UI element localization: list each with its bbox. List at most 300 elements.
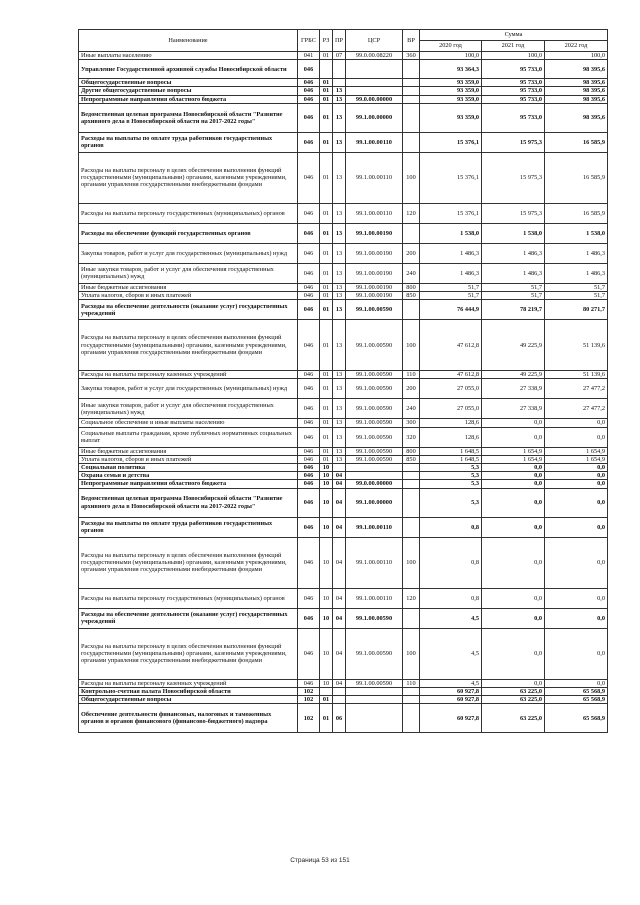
- table-row: [79, 79, 608, 87]
- table-row: [79, 464, 608, 472]
- cell-grbs: 046: [298, 588, 320, 608]
- cell-csr: 99.1.00.00590: [346, 427, 403, 447]
- cell-grbs: 046: [298, 263, 320, 283]
- cell-grbs: 046: [298, 103, 320, 132]
- cell-pr: 13: [333, 379, 346, 399]
- cell-pr: [333, 60, 346, 79]
- cell-name: Уплата налогов, сборов и иных платежей: [79, 292, 298, 300]
- cell-2022: 27 477,2: [545, 399, 608, 419]
- cell-pr: 13: [333, 223, 346, 243]
- cell-name: Другие общегосударственные вопросы: [79, 87, 298, 95]
- cell-2020: 5,3: [420, 472, 482, 480]
- cell-2022: 16 585,9: [545, 203, 608, 223]
- cell-rz: 01: [320, 52, 333, 60]
- cell-name: Расходы на выплаты по оплате труда работников государственных органов: [79, 517, 298, 537]
- cell-2022: 98 395,6: [545, 95, 608, 103]
- cell-pr: 13: [333, 263, 346, 283]
- cell-name: Уплата налогов, сборов и иных платежей: [79, 455, 298, 463]
- header-year-2022: 2022 год: [545, 41, 608, 52]
- table-row: [79, 696, 608, 704]
- cell-2020: 47 612,8: [420, 371, 482, 379]
- cell-name: Расходы на обеспечение деятельности (оказание услуг) государственных учреждений: [79, 608, 298, 628]
- cell-csr: 99.1.00.00190: [346, 283, 403, 291]
- cell-vr: 120: [403, 588, 420, 608]
- cell-csr: 99.1.00.00590: [346, 455, 403, 463]
- cell-2022: 1 654,9: [545, 455, 608, 463]
- table-row: [79, 628, 608, 679]
- table-row: [79, 379, 608, 399]
- cell-2020: 4,5: [420, 628, 482, 679]
- cell-csr: [346, 687, 403, 695]
- cell-csr: [346, 87, 403, 95]
- cell-2020: 1 486,3: [420, 243, 482, 263]
- cell-2020: 76 444,9: [420, 300, 482, 320]
- cell-rz: 01: [320, 455, 333, 463]
- cell-2021: 0,0: [482, 427, 545, 447]
- cell-2022: 0,0: [545, 488, 608, 517]
- cell-rz: 10: [320, 679, 333, 687]
- cell-2021: 95 733,0: [482, 60, 545, 79]
- cell-rz: 10: [320, 588, 333, 608]
- cell-vr: 850: [403, 292, 420, 300]
- cell-rz: 01: [320, 704, 333, 733]
- cell-csr: 99.1.00.00190: [346, 292, 403, 300]
- cell-rz: 10: [320, 488, 333, 517]
- table-row: [79, 427, 608, 447]
- cell-2020: 5,3: [420, 464, 482, 472]
- cell-rz: 01: [320, 87, 333, 95]
- table-row: [79, 263, 608, 283]
- cell-grbs: 046: [298, 283, 320, 291]
- cell-rz: 01: [320, 320, 333, 371]
- cell-2021: 0,0: [482, 588, 545, 608]
- cell-2022: 100,0: [545, 52, 608, 60]
- cell-2021: 1 538,0: [482, 223, 545, 243]
- cell-csr: 99.1.00.00190: [346, 263, 403, 283]
- cell-grbs: 046: [298, 223, 320, 243]
- cell-2021: 1 486,3: [482, 263, 545, 283]
- cell-2021: 63 225,0: [482, 696, 545, 704]
- cell-csr: [346, 472, 403, 480]
- cell-pr: 04: [333, 537, 346, 588]
- cell-vr: 100: [403, 537, 420, 588]
- cell-pr: [333, 687, 346, 695]
- cell-rz: 01: [320, 427, 333, 447]
- header-sum: Сумма: [420, 30, 608, 41]
- cell-vr: 300: [403, 419, 420, 427]
- cell-vr: 320: [403, 427, 420, 447]
- cell-name: Социальные выплаты гражданам, кроме публичных нормативных социальных выплат: [79, 427, 298, 447]
- cell-name: Социальная политика: [79, 464, 298, 472]
- cell-2021: 0,0: [482, 608, 545, 628]
- cell-vr: [403, 687, 420, 695]
- table-row: [79, 537, 608, 588]
- cell-vr: 110: [403, 371, 420, 379]
- cell-2021: 0,0: [482, 628, 545, 679]
- cell-2020: 100,0: [420, 52, 482, 60]
- cell-grbs: 046: [298, 95, 320, 103]
- cell-2022: 51 139,6: [545, 320, 608, 371]
- cell-vr: 850: [403, 455, 420, 463]
- cell-rz: 01: [320, 419, 333, 427]
- cell-2021: 0,0: [482, 464, 545, 472]
- cell-name: Иные закупки товаров, работ и услуг для обеспечения государственных (муниципальных) нужд: [79, 263, 298, 283]
- table-row: [79, 87, 608, 95]
- cell-pr: 04: [333, 517, 346, 537]
- cell-2020: 0,8: [420, 588, 482, 608]
- cell-2021: 95 733,0: [482, 95, 545, 103]
- cell-2021: 27 338,9: [482, 379, 545, 399]
- cell-csr: 99.1.00.00590: [346, 371, 403, 379]
- cell-csr: 99.1.00.00590: [346, 608, 403, 628]
- cell-csr: [346, 696, 403, 704]
- cell-2022: 1 486,3: [545, 243, 608, 263]
- cell-vr: [403, 87, 420, 95]
- cell-pr: 13: [333, 427, 346, 447]
- cell-2021: 95 733,0: [482, 103, 545, 132]
- cell-pr: [333, 464, 346, 472]
- cell-pr: 04: [333, 679, 346, 687]
- table-row: [79, 203, 608, 223]
- cell-grbs: 046: [298, 60, 320, 79]
- budget-table: [78, 29, 608, 733]
- cell-vr: [403, 480, 420, 488]
- cell-2022: 0,0: [545, 588, 608, 608]
- cell-2020: 1 648,5: [420, 455, 482, 463]
- cell-2021: 0,0: [482, 679, 545, 687]
- cell-name: Охрана семьи и детства: [79, 472, 298, 480]
- cell-2022: 0,0: [545, 427, 608, 447]
- cell-pr: 13: [333, 399, 346, 419]
- cell-csr: 99.1.00.00110: [346, 203, 403, 223]
- cell-csr: 99.1.00.00190: [346, 243, 403, 263]
- header-name: Наименование: [79, 30, 298, 52]
- cell-2020: 93 359,0: [420, 103, 482, 132]
- cell-csr: [346, 60, 403, 79]
- cell-pr: 04: [333, 588, 346, 608]
- cell-grbs: 046: [298, 419, 320, 427]
- cell-vr: [403, 223, 420, 243]
- table-row: [79, 60, 608, 79]
- cell-2021: 0,0: [482, 488, 545, 517]
- table-row: [79, 152, 608, 203]
- cell-2020: 0,8: [420, 517, 482, 537]
- cell-csr: 99.0.00.00000: [346, 480, 403, 488]
- cell-csr: 99.1.00.00110: [346, 517, 403, 537]
- cell-grbs: 046: [298, 243, 320, 263]
- cell-csr: 99.1.00.00000: [346, 103, 403, 132]
- table-row: [79, 292, 608, 300]
- cell-2022: 0,0: [545, 464, 608, 472]
- cell-rz: 01: [320, 203, 333, 223]
- cell-rz: 01: [320, 103, 333, 132]
- table-row: [79, 103, 608, 132]
- cell-rz: 01: [320, 263, 333, 283]
- table-row: [79, 480, 608, 488]
- cell-vr: 100: [403, 152, 420, 203]
- cell-name: Управление Государственной архивной службы Новосибирской области: [79, 60, 298, 79]
- cell-name: Социальное обеспечение и иные выплаты населению: [79, 419, 298, 427]
- cell-rz: 10: [320, 464, 333, 472]
- table-row: [79, 687, 608, 695]
- cell-grbs: 046: [298, 537, 320, 588]
- cell-vr: [403, 696, 420, 704]
- table-row: [79, 132, 608, 152]
- cell-rz: [320, 687, 333, 695]
- table-row: [79, 320, 608, 371]
- cell-2020: 4,5: [420, 608, 482, 628]
- cell-name: Расходы на обеспечение деятельности (оказание услуг) государственных учреждений: [79, 300, 298, 320]
- cell-grbs: 102: [298, 704, 320, 733]
- cell-grbs: 046: [298, 379, 320, 399]
- cell-rz: 10: [320, 608, 333, 628]
- table-row: [79, 283, 608, 291]
- cell-2021: 15 975,3: [482, 152, 545, 203]
- cell-csr: 99.1.00.00590: [346, 419, 403, 427]
- cell-rz: 01: [320, 132, 333, 152]
- header-year-2021: 2021 год: [482, 41, 545, 52]
- cell-2020: 15 376,1: [420, 132, 482, 152]
- cell-pr: 13: [333, 371, 346, 379]
- cell-grbs: 046: [298, 517, 320, 537]
- cell-pr: 06: [333, 704, 346, 733]
- cell-2020: 93 359,0: [420, 79, 482, 87]
- cell-2022: 0,0: [545, 628, 608, 679]
- cell-2021: 78 219,7: [482, 300, 545, 320]
- cell-grbs: 046: [298, 371, 320, 379]
- table-row: [79, 52, 608, 60]
- cell-name: Расходы на выплаты персоналу в целях обеспечения выполнения функций государственными (муниципальными) органами, казенными учреждениями, органами управления государственными внебюджетными фондами: [79, 628, 298, 679]
- cell-name: Расходы на выплаты по оплате труда работников государственных органов: [79, 132, 298, 152]
- cell-2021: 0,0: [482, 537, 545, 588]
- cell-vr: 800: [403, 283, 420, 291]
- header-csr: ЦСР: [346, 30, 403, 52]
- header-year-2020: 2020 год: [420, 41, 482, 52]
- cell-grbs: 046: [298, 480, 320, 488]
- table-row: [79, 488, 608, 517]
- cell-rz: 01: [320, 379, 333, 399]
- cell-vr: 240: [403, 399, 420, 419]
- table-row: [79, 517, 608, 537]
- cell-rz: 10: [320, 472, 333, 480]
- cell-name: Контрольно-счетная палата Новосибирской области: [79, 687, 298, 695]
- cell-vr: [403, 472, 420, 480]
- cell-grbs: 046: [298, 320, 320, 371]
- cell-pr: 13: [333, 419, 346, 427]
- cell-vr: 100: [403, 628, 420, 679]
- cell-2022: 1 654,9: [545, 447, 608, 455]
- cell-csr: 99.1.00.00590: [346, 628, 403, 679]
- cell-vr: 360: [403, 52, 420, 60]
- table-row: [79, 223, 608, 243]
- cell-2022: 27 477,2: [545, 379, 608, 399]
- cell-csr: 99.1.00.00590: [346, 379, 403, 399]
- cell-2021: 95 733,0: [482, 87, 545, 95]
- cell-2021: 63 225,0: [482, 687, 545, 695]
- cell-csr: [346, 79, 403, 87]
- cell-vr: [403, 60, 420, 79]
- cell-2020: 15 376,1: [420, 203, 482, 223]
- cell-rz: 01: [320, 447, 333, 455]
- cell-2020: 27 055,0: [420, 379, 482, 399]
- cell-2022: 51 139,6: [545, 371, 608, 379]
- cell-grbs: 046: [298, 679, 320, 687]
- table-row: [79, 243, 608, 263]
- cell-grbs: 046: [298, 447, 320, 455]
- cell-csr: 99.1.00.00110: [346, 537, 403, 588]
- cell-2021: 0,0: [482, 419, 545, 427]
- cell-grbs: 041: [298, 52, 320, 60]
- cell-pr: 13: [333, 320, 346, 371]
- cell-name: Расходы на выплаты персоналу казенных учреждений: [79, 371, 298, 379]
- cell-vr: 800: [403, 447, 420, 455]
- cell-grbs: 046: [298, 152, 320, 203]
- cell-2020: 128,6: [420, 427, 482, 447]
- cell-pr: 13: [333, 455, 346, 463]
- cell-vr: [403, 132, 420, 152]
- cell-rz: 01: [320, 371, 333, 379]
- cell-grbs: 046: [298, 79, 320, 87]
- table-row: [79, 588, 608, 608]
- cell-2020: 51,7: [420, 292, 482, 300]
- cell-rz: 01: [320, 223, 333, 243]
- cell-2022: 0,0: [545, 679, 608, 687]
- table-row: [79, 371, 608, 379]
- cell-csr: 99.0.00.00000: [346, 95, 403, 103]
- cell-2022: 65 568,9: [545, 687, 608, 695]
- page-number: Страница 53 из 151: [290, 857, 350, 864]
- cell-2022: 1 486,3: [545, 263, 608, 283]
- cell-pr: 13: [333, 103, 346, 132]
- cell-pr: 07: [333, 52, 346, 60]
- cell-grbs: 046: [298, 608, 320, 628]
- cell-2021: 0,0: [482, 517, 545, 537]
- cell-rz: 01: [320, 300, 333, 320]
- cell-2020: 60 927,8: [420, 687, 482, 695]
- cell-name: Непрограммные направления областного бюджета: [79, 480, 298, 488]
- table-row: [79, 679, 608, 687]
- cell-grbs: 046: [298, 628, 320, 679]
- cell-pr: 13: [333, 132, 346, 152]
- cell-2020: 128,6: [420, 419, 482, 427]
- cell-2020: 15 376,1: [420, 152, 482, 203]
- cell-csr: 99.1.00.00590: [346, 447, 403, 455]
- table-row: [79, 399, 608, 419]
- table-row: [79, 608, 608, 628]
- cell-2022: 98 395,6: [545, 87, 608, 95]
- cell-csr: [346, 464, 403, 472]
- cell-2021: 15 975,3: [482, 203, 545, 223]
- cell-2022: 51,7: [545, 283, 608, 291]
- cell-rz: 01: [320, 152, 333, 203]
- cell-2022: 0,0: [545, 472, 608, 480]
- cell-rz: 10: [320, 480, 333, 488]
- cell-vr: [403, 488, 420, 517]
- cell-2022: 16 585,9: [545, 152, 608, 203]
- cell-2021: 95 733,0: [482, 79, 545, 87]
- cell-2020: 1 648,5: [420, 447, 482, 455]
- cell-name: Расходы на выплаты персоналу казенных учреждений: [79, 679, 298, 687]
- cell-2022: 0,0: [545, 537, 608, 588]
- cell-grbs: 046: [298, 292, 320, 300]
- cell-grbs: 046: [298, 132, 320, 152]
- cell-vr: 240: [403, 263, 420, 283]
- cell-name: Расходы на обеспечение функций государственных органов: [79, 223, 298, 243]
- cell-pr: 04: [333, 608, 346, 628]
- cell-vr: [403, 300, 420, 320]
- cell-pr: [333, 79, 346, 87]
- table-row: [79, 95, 608, 103]
- cell-name: Расходы на выплаты персоналу в целях обеспечения выполнения функций государственными (муниципальными) органами, казенными учреждениями, органами управления государственными внебюджетными фондами: [79, 152, 298, 203]
- cell-name: Расходы на выплаты персоналу в целях обеспечения выполнения функций государственными (муниципальными) органами, казенными учреждениями, органами управления государственными внебюджетными фондами: [79, 537, 298, 588]
- cell-2022: 98 395,6: [545, 103, 608, 132]
- cell-name: Непрограммные направления областного бюджета: [79, 95, 298, 103]
- cell-pr: 13: [333, 447, 346, 455]
- cell-csr: 99.1.00.00590: [346, 300, 403, 320]
- cell-2021: 27 338,9: [482, 399, 545, 419]
- table-body: [79, 52, 608, 733]
- cell-2020: 5,3: [420, 488, 482, 517]
- cell-rz: 01: [320, 696, 333, 704]
- cell-vr: [403, 95, 420, 103]
- cell-2020: 93 364,3: [420, 60, 482, 79]
- header-vr: ВР: [403, 30, 420, 52]
- cell-grbs: 046: [298, 87, 320, 95]
- cell-grbs: 046: [298, 203, 320, 223]
- cell-vr: 200: [403, 379, 420, 399]
- cell-2021: 49 225,9: [482, 371, 545, 379]
- cell-name: Закупка товаров, работ и услуг для государственных (муниципальных) нужд: [79, 379, 298, 399]
- cell-name: Ведомственная целевая программа Новосибирской области "Развитие архивного дела в Новосибирской области на 2017-2022 годы": [79, 103, 298, 132]
- cell-name: Иные выплаты населению: [79, 52, 298, 60]
- cell-2021: 0,0: [482, 480, 545, 488]
- cell-2022: 0,0: [545, 517, 608, 537]
- cell-grbs: 046: [298, 455, 320, 463]
- cell-grbs: 046: [298, 399, 320, 419]
- cell-2021: 15 975,3: [482, 132, 545, 152]
- cell-2022: 51,7: [545, 292, 608, 300]
- cell-2020: 27 055,0: [420, 399, 482, 419]
- cell-2021: 51,7: [482, 292, 545, 300]
- cell-2020: 1 486,3: [420, 263, 482, 283]
- cell-rz: 01: [320, 292, 333, 300]
- cell-grbs: 102: [298, 696, 320, 704]
- table-row: [79, 455, 608, 463]
- cell-grbs: 046: [298, 427, 320, 447]
- cell-rz: 01: [320, 243, 333, 263]
- cell-rz: 01: [320, 95, 333, 103]
- table-row: [79, 419, 608, 427]
- cell-2021: 1 486,3: [482, 243, 545, 263]
- cell-csr: 99.1.00.00000: [346, 488, 403, 517]
- table-row: [79, 447, 608, 455]
- cell-rz: 10: [320, 628, 333, 679]
- cell-2022: 0,0: [545, 419, 608, 427]
- cell-csr: 99.1.00.00110: [346, 588, 403, 608]
- cell-vr: [403, 103, 420, 132]
- cell-2022: 65 568,9: [545, 696, 608, 704]
- cell-pr: 13: [333, 292, 346, 300]
- cell-vr: 200: [403, 243, 420, 263]
- cell-name: Иные закупки товаров, работ и услуг для обеспечения государственных (муниципальных) нужд: [79, 399, 298, 419]
- cell-name: Обеспечение деятельности финансовых, налоговых и таможенных органов и органов финансового (финансово-бюджетного) надзора: [79, 704, 298, 733]
- cell-csr: 99.1.00.00190: [346, 223, 403, 243]
- cell-pr: 04: [333, 480, 346, 488]
- cell-2021: 100,0: [482, 52, 545, 60]
- cell-2022: 1 538,0: [545, 223, 608, 243]
- cell-2020: 60 927,8: [420, 696, 482, 704]
- cell-2020: 60 927,8: [420, 704, 482, 733]
